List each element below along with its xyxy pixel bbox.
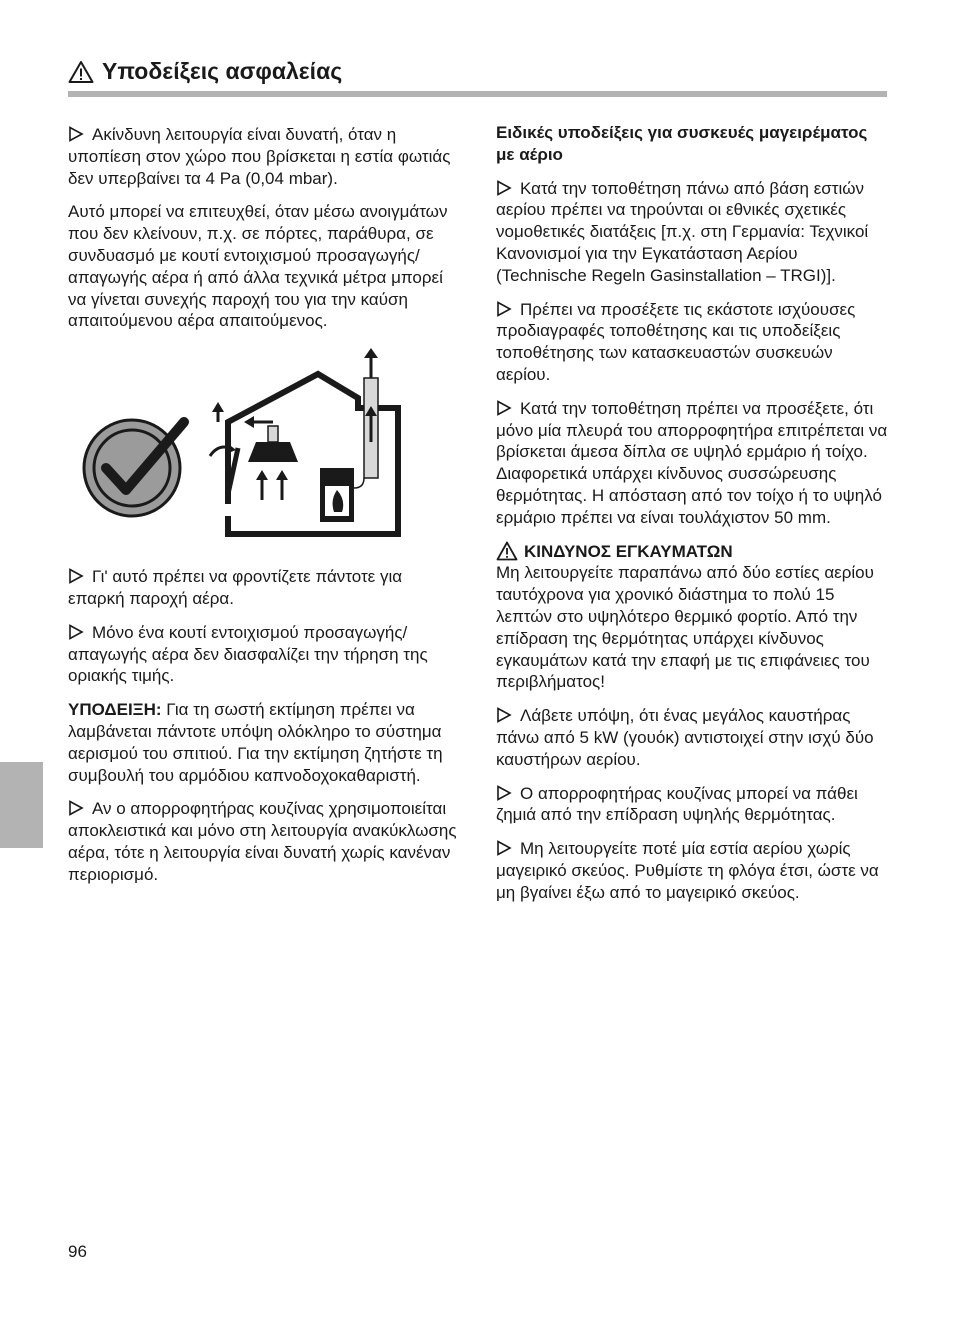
right-column: [496, 122, 888, 916]
bullet-triangle-icon: [496, 301, 512, 317]
page-title: [68, 58, 886, 85]
ventilation-illustration: [68, 344, 428, 552]
title-divider: [68, 91, 887, 97]
page-number: 96: [68, 1242, 87, 1261]
bullet-paragraph: Μη λειτουργείτε ποτέ μία εστία αερίου χωρίς μαγειρικό σκεύος. Ρυθμίστε τη φλόγα έτσι, ώστε να μη βγαίνει έξω από το μαγειρικό σκεύος.: [496, 839, 879, 902]
note-text: Για τη σωστή εκτίμηση πρέπει να λαμβάνεται πάντοτε υπόψη ολόκληρο το σύστημα αερισμού του σπιτιού. Για την εκτίμηση ζητήστε τη συμβουλή του αρμόδιου καπνοδοχοκαθαριστή.: [68, 700, 443, 785]
bullet-triangle-icon: [68, 800, 84, 816]
danger-heading: [496, 541, 888, 563]
section-heading: Ειδικές υποδείξεις για συσκευές μαγειρέματος με αέριο: [496, 123, 868, 164]
bullet-paragraph: Ο απορροφητήρας κουζίνας μπορεί να πάθει ζημιά από την επίδραση υψηλής θερμότητας.: [496, 783, 858, 825]
left-column: [68, 124, 458, 898]
bullet-paragraph: Γι' αυτό πρέπει να φροντίζετε πάντοτε για επαρκή παροχή αέρα.: [68, 567, 403, 608]
note-paragraph: [68, 699, 458, 786]
danger-title: ΚΙΝΔΥΝΟΣ ΕΓΚΑΥΜΑΤΩΝ: [524, 541, 733, 561]
bullet-triangle-icon: [68, 624, 84, 640]
bullet-paragraph: Αν ο απορροφητήρας κουζίνας χρησιμοποιείται αποκλειστικά και μόνο στη λειτουργία ανακύκλωσης αέρα, τότε η λειτουργία είναι δυνατή χωρίς κανέναν περιορισμό.: [68, 799, 457, 884]
bullet-paragraph: Λάβετε υπόψη, ότι ένας μεγάλος καυστήρας πάνω από 5 kW (γουόκ) αντιστοιχεί στην ισχύ δύο καυστήρων αερίου.: [496, 706, 874, 769]
paragraph: Αυτό μπορεί να επιτευχθεί, όταν μέσω ανοιγμάτων που δεν κλείνουν, π.χ. σε πόρτες, παράθυρα, σε συνδυασμό με κουτί εντοιχισμού προσαγωγής/απαγωγής αέρα ή από άλλα τεχνικά μέτρα μπορεί να γίνεται συνεχής παροχή του για την καύση απαιτούμενου αέρα απαιτούμενος.: [68, 202, 448, 331]
bullet-paragraph: Κατά την τοποθέτηση πάνω από βάση εστιών αερίου πρέπει να τηρούνται οι εθνικές σχετικές νομοθετικές διατάξεις [π.χ. στη Γερμανία: Τεχνικοί Κανονισμοί για την Εγκατάσταση Αερίου (Technische Regeln Gasinstallation – TRGI)].: [496, 178, 869, 285]
warning-icon: [68, 60, 94, 84]
warning-icon: [496, 541, 518, 561]
bullet-paragraph: Πρέπει να προσέξετε τις εκάστοτε ισχύουσες προδιαγραφές τοποθέτησης και τις υποδείξεις τοποθέτησης των κατασκευαστών συσκευών αερίου.: [496, 299, 856, 384]
bullet-paragraph: Κατά την τοποθέτηση πρέπει να προσέξετε, ότι μόνο μία πλευρά του απορροφητήρα επιτρέπεται να βρίσκεται άμεσα δίπλα σε υψηλό ερμάριο ή τοίχο. Διαφορετικά υπάρχει κίνδυνος συσσώρευσης θερμότητας. Η απόσταση από τον τοίχο ή το υψηλό ερμάριο πρέπει να είναι τουλάχιστον 50 mm.: [496, 398, 888, 527]
side-tab-marker: [0, 762, 43, 848]
bullet-paragraph: Μόνο ένα κουτί εντοιχισμού προσαγωγής/απαγωγής αέρα δεν διασφαλίζει την τήρηση της οριακής τιμής.: [68, 622, 428, 686]
title-text: Υποδείξεις ασφαλείας: [102, 58, 343, 84]
bullet-triangle-icon: [68, 568, 84, 584]
note-label: ΥΠΟΔΕΙΞΗ:: [68, 700, 162, 720]
bullet-triangle-icon: [496, 707, 512, 723]
bullet-triangle-icon: [496, 180, 512, 196]
bullet-triangle-icon: [496, 785, 512, 801]
bullet-triangle-icon: [68, 126, 84, 142]
bullet-paragraph: Ακίνδυνη λειτουργία είναι δυνατή, όταν η υποπίεση στον χώρο που βρίσκεται η εστία φωτιάς δεν υπερβαίνει τα 4 Pa (0,04 mbar).: [68, 125, 451, 188]
bullet-triangle-icon: [496, 840, 512, 856]
bullet-triangle-icon: [496, 400, 512, 416]
danger-text: Μη λειτουργείτε παραπάνω από δύο εστίες αερίου ταυτόχρονα για χρονικό διάστημα το πολύ 15 λεπτών στο υψηλότερο θερμικό φορτίο. Από την επίδραση της θερμότητας υπάρχει κίνδυνος εγκαυμάτων κατά την επαφή με τις επιφάνειες του περιβλήματος!: [496, 563, 874, 692]
